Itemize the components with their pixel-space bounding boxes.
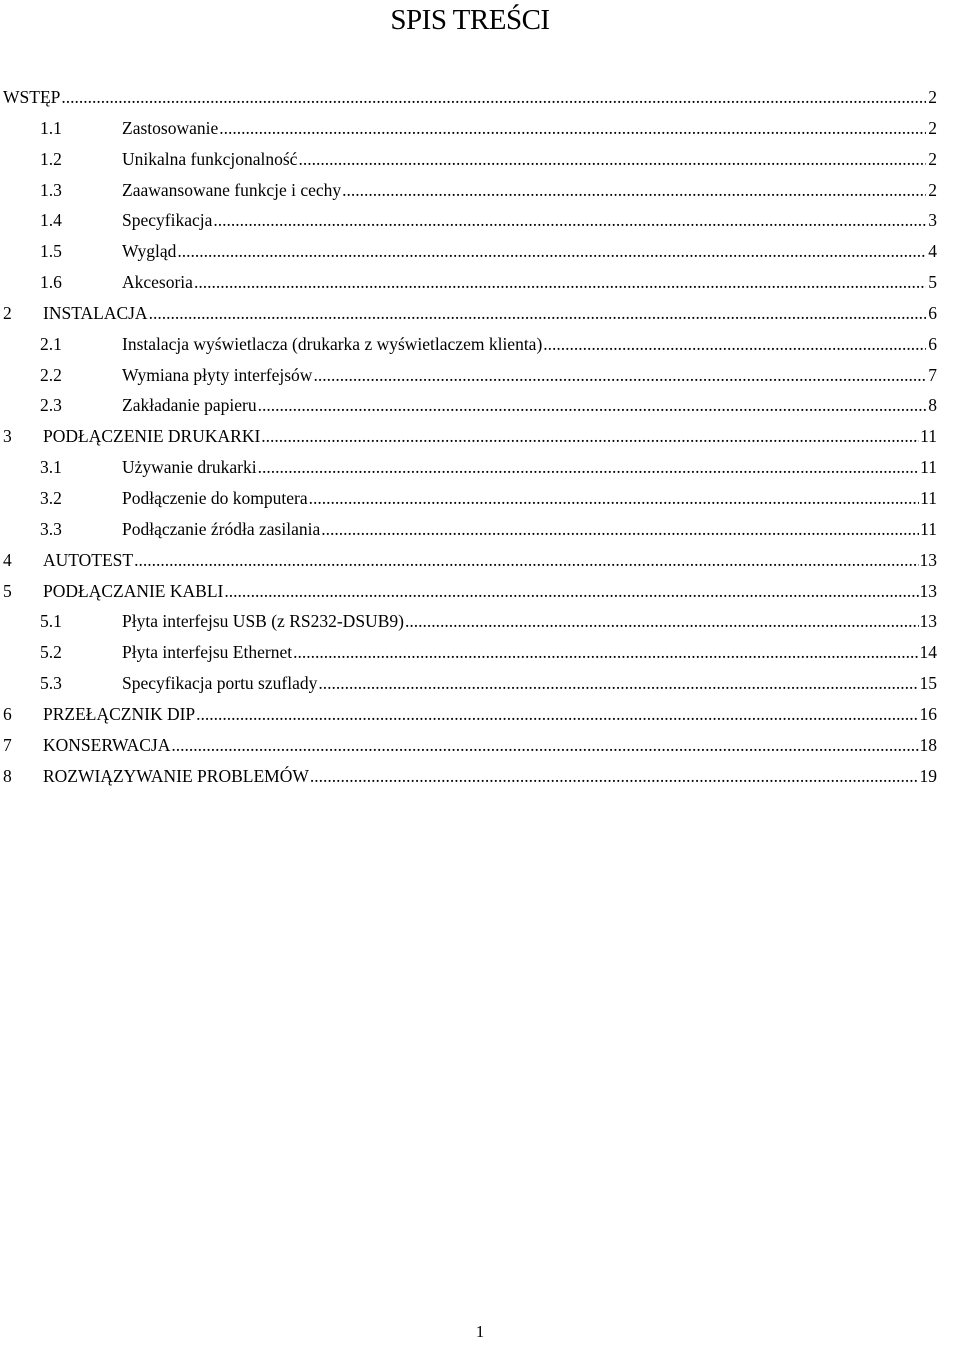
toc-entry[interactable] — [3, 205, 937, 236]
toc-entry-number: 7 — [3, 734, 12, 755]
toc-entry-page: 2 — [928, 87, 937, 107]
toc-dot-leader — [321, 514, 919, 545]
toc-entry[interactable] — [3, 329, 937, 360]
toc-dot-leader — [61, 82, 926, 113]
toc-entry-number: 3.3 — [40, 518, 62, 539]
toc-entry-number: 6 — [3, 703, 12, 724]
toc-entry-title: Unikalna funkcjonalność — [122, 148, 298, 169]
toc-entry-title: ROZWIĄZYWANIE PROBLEMÓW — [43, 765, 309, 786]
toc-entry-number: 2.1 — [40, 333, 62, 354]
toc-entry-title: Akcesoria — [122, 272, 193, 293]
toc-entry[interactable] — [3, 236, 937, 267]
toc-entry[interactable] — [3, 360, 937, 391]
toc-entry-number: 3.1 — [40, 457, 62, 478]
toc-entry[interactable] — [3, 637, 937, 668]
toc-entry-number: 4 — [3, 549, 12, 570]
toc-entry-page: 8 — [928, 395, 937, 416]
toc-entry[interactable] — [3, 576, 937, 607]
toc-entry-page: 5 — [928, 272, 937, 293]
toc-entry-page: 3 — [928, 210, 937, 231]
toc-entry[interactable] — [3, 545, 937, 576]
toc-entry-page: 2 — [928, 117, 937, 138]
toc-entry-page: 15 — [919, 673, 937, 694]
toc-entry-page: 6 — [928, 302, 937, 323]
toc-entry-page: 4 — [928, 241, 937, 262]
toc-entry[interactable] — [3, 514, 937, 545]
toc-entry-number: 5.3 — [40, 673, 62, 694]
toc-entry-page: 2 — [928, 148, 937, 169]
toc-entry-title: PODŁĄCZENIE DRUKARKI — [43, 426, 261, 447]
toc-entry-title: Podłączanie źródła zasilania — [122, 518, 321, 539]
toc-entry-title: Płyta interfejsu Ethernet — [122, 642, 293, 663]
toc-entry-title: Specyfikacja portu szuflady — [122, 673, 318, 694]
toc-entry[interactable] — [3, 298, 937, 329]
toc-entry-number: 1.1 — [40, 117, 62, 138]
toc-entry[interactable] — [3, 699, 937, 730]
toc-entry-page: 7 — [928, 364, 937, 385]
toc-entry-number: 1.3 — [40, 179, 62, 200]
toc-dot-leader — [196, 699, 918, 730]
toc-dot-leader — [171, 730, 918, 761]
toc-entry[interactable] — [3, 606, 937, 637]
toc-dot-leader — [405, 606, 919, 637]
toc-dot-leader — [310, 761, 919, 792]
toc-entry-number: 2.3 — [40, 395, 62, 416]
toc-entry-number: 2.2 — [40, 364, 62, 385]
toc-entry-number: 5.2 — [40, 642, 62, 663]
toc-entry-title: KONSERWACJA — [43, 734, 171, 755]
toc-entry-number: 3 — [3, 426, 12, 447]
toc-entry[interactable] — [3, 113, 937, 144]
toc-entry[interactable] — [3, 390, 937, 421]
toc-entry-title: Wygląd — [122, 241, 177, 262]
toc-entry-page: 6 — [928, 333, 937, 354]
toc-dot-leader — [219, 113, 926, 144]
toc-entry-page: 13 — [919, 611, 937, 632]
toc-entry[interactable] — [3, 452, 937, 483]
toc-entry-page: 16 — [919, 703, 937, 724]
page-title: SPIS TREŚCI — [390, 4, 550, 36]
toc-entry-number: 8 — [3, 765, 12, 786]
toc-entry[interactable] — [3, 483, 937, 514]
toc-dot-leader — [224, 576, 918, 607]
table-of-contents — [3, 82, 937, 791]
toc-entry-number: 1.5 — [40, 241, 62, 262]
toc-entry-title: Specyfikacja — [122, 210, 213, 231]
toc-entry-page: 11 — [920, 426, 937, 447]
toc-entry-page: 11 — [920, 518, 937, 539]
toc-entry-page: 11 — [920, 457, 937, 478]
toc-entry-number: 5.1 — [40, 611, 62, 632]
toc-entry-title: INSTALACJA — [43, 302, 148, 323]
toc-entry-title: Wymiana płyty interfejsów — [122, 364, 313, 385]
toc-dot-leader — [261, 421, 919, 452]
toc-entry[interactable] — [3, 82, 937, 113]
toc-entry[interactable] — [3, 267, 937, 298]
toc-entry-title: PODŁĄCZANIE KABLI — [43, 580, 224, 601]
toc-dot-leader — [543, 329, 926, 360]
toc-dot-leader — [298, 144, 926, 175]
toc-entry-page: 19 — [919, 765, 937, 786]
toc-dot-leader — [194, 267, 926, 298]
toc-entry-number: 2 — [3, 302, 12, 323]
toc-entry-page: 18 — [919, 734, 937, 755]
toc-entry-number: 1.4 — [40, 210, 62, 231]
toc-dot-leader — [213, 205, 926, 236]
toc-entry-page: 13 — [919, 580, 937, 601]
toc-dot-leader — [309, 483, 920, 514]
toc-entry[interactable] — [3, 730, 937, 761]
toc-dot-leader — [313, 360, 926, 391]
toc-dot-leader — [258, 452, 920, 483]
toc-entry-title: WSTĘP — [3, 87, 61, 107]
toc-dot-leader — [134, 545, 918, 576]
toc-entry-title: Instalacja wyświetlacza (drukarka z wyświetlaczem klienta) — [122, 333, 543, 354]
toc-entry[interactable] — [3, 761, 937, 792]
toc-entry-number: 1.2 — [40, 148, 62, 169]
toc-entry-page: 14 — [919, 642, 937, 663]
toc-entry[interactable] — [3, 175, 937, 206]
toc-dot-leader — [318, 668, 918, 699]
toc-dot-leader — [149, 298, 926, 329]
toc-entry-title: AUTOTEST — [43, 549, 134, 570]
page-number: 1 — [475, 1322, 485, 1341]
toc-entry-page: 2 — [928, 179, 937, 200]
toc-entry-title: Płyta interfejsu USB (z RS232-DSUB9) — [122, 611, 404, 632]
toc-dot-leader — [342, 175, 926, 206]
toc-dot-leader — [177, 236, 926, 267]
toc-entry-title: Zastosowanie — [122, 117, 219, 138]
toc-entry-title: Podłączenie do komputera — [122, 487, 308, 508]
toc-entry[interactable] — [3, 668, 937, 699]
toc-entry-page: 13 — [919, 549, 937, 570]
toc-dot-leader — [258, 390, 926, 421]
toc-entry-page: 11 — [920, 487, 937, 508]
toc-entry-title: Używanie drukarki — [122, 457, 257, 478]
toc-entry-number: 3.2 — [40, 487, 62, 508]
toc-entry[interactable] — [3, 421, 937, 452]
toc-entry-title: PRZEŁĄCZNIK DIP — [43, 703, 196, 724]
toc-entry-title: Zaawansowane funkcje i cechy — [122, 179, 342, 200]
toc-dot-leader — [293, 637, 918, 668]
toc-entry-number: 1.6 — [40, 272, 62, 293]
toc-entry[interactable] — [3, 144, 937, 175]
toc-entry-number: 5 — [3, 580, 12, 601]
toc-entry-title: Zakładanie papieru — [122, 395, 257, 416]
